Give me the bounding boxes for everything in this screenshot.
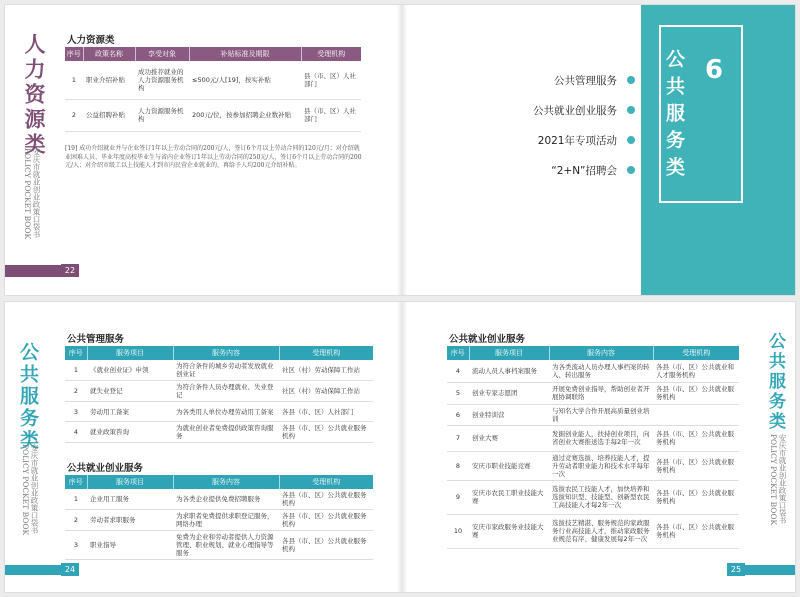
cell-org: 各县（市、区）公共就业和人才服务机构 (653, 360, 739, 382)
table-row (65, 531, 373, 560)
page22-bottom-bar (5, 265, 65, 277)
header-no: 序号 (65, 346, 87, 360)
cell-name: 职业介绍补贴 (83, 61, 135, 99)
cell-item: 安庆市农民工职业技能大赛 (469, 480, 549, 514)
cell-no: 4 (65, 422, 87, 443)
cell-item: 安庆市家政服务业技能大赛 (469, 514, 549, 548)
cell-item: 创业专家志愿团 (469, 382, 549, 404)
menu-item[interactable] (475, 125, 635, 155)
page25-number: 25 (727, 563, 745, 576)
cell-no: 7 (447, 425, 469, 451)
page22-number: 22 (61, 264, 79, 277)
cell-item: 《就业创业证》申领 (87, 360, 173, 381)
cell-no: 10 (447, 514, 469, 548)
cell-item: 企业用工服务 (87, 489, 173, 510)
cell-content: 通过竞赛选拔、培养技能人才，提升劳动者职业能力和技术水平每年一次 (549, 451, 653, 480)
table-row (65, 61, 361, 99)
page22-vertical-subtitle: 安庆市就业创业政策口袋书 POLICY POCKET BOOK (23, 148, 41, 240)
table-row (447, 425, 739, 451)
page25-vertical-subtitle: 安庆市就业创业政策口袋书 POLICY POCKET BOOK (769, 434, 787, 526)
page24-number: 24 (61, 563, 79, 576)
cell-org: 社区（村）劳动保障工作站 (279, 381, 373, 402)
cell-content: 为符合条件人员办理就业、失业登记 (173, 381, 279, 402)
table-row (447, 480, 739, 514)
cell-item: 劳动者求职服务 (87, 510, 173, 531)
cell-org: 各县（市、区）公共就业服务机构 (653, 382, 739, 404)
table-row (65, 402, 373, 422)
header-item: 服务项目 (469, 346, 549, 360)
header-no: 序号 (65, 475, 87, 489)
cell-org: 各县（市、区）公共就业服务机构 (279, 489, 373, 510)
cell-item: 就业政策咨询 (87, 422, 173, 443)
cell-content: 为各类用人单位办理劳动用工备案 (173, 402, 279, 422)
cell-content: 为就业创业者免费提供政策咨询服务 (173, 422, 279, 443)
public-employment-table (65, 475, 373, 560)
cell-no: 3 (65, 531, 87, 560)
header-no: 序号 (447, 346, 469, 360)
menu-label: 公共管理服务 (554, 74, 617, 87)
table-row (65, 489, 373, 510)
table-row (447, 451, 739, 480)
page24-vertical-title: 公共服务类 (17, 342, 39, 452)
cell-item: 流动人员人事档案服务 (469, 360, 549, 382)
cell-org: 各县（市、区）公共就业服务机构 (653, 451, 739, 480)
cell-item: 创业大赛 (469, 425, 549, 451)
cell-item: 劳动用工备案 (87, 402, 173, 422)
table-row (65, 360, 373, 381)
cell-org: 各县（市、区）人社部门 (279, 402, 373, 422)
cell-org: 各县（市、区）公共就业服务机构 (279, 510, 373, 531)
table-row (447, 404, 739, 425)
cell-target: 成功推荐就业的人力资源服务机构 (135, 61, 189, 99)
menu-label: “2+N”招聘会 (551, 164, 617, 177)
cell-item: 就失业登记 (87, 381, 173, 402)
cell-org: 社区（村）劳动保障工作站 (279, 360, 373, 381)
page22-vertical-title: 人力资源类 (22, 33, 47, 158)
menu-label: 2021年专项活动 (537, 134, 617, 147)
cell-no: 5 (447, 382, 469, 404)
page25-bottom-bar (741, 565, 796, 575)
table-row (447, 360, 739, 382)
spine-shadow (397, 302, 407, 593)
category-title: 公共服务类 (663, 49, 685, 184)
cell-content: 为各类企业提供免费招聘服务 (173, 489, 279, 510)
cell-no: 1 (65, 360, 87, 381)
cell-content: 为各类流动人员办理人事档案的转入、转出服务 (549, 360, 653, 382)
cell-org (653, 404, 739, 425)
cell-name: 公益招聘补贴 (83, 99, 135, 131)
menu-item[interactable] (475, 95, 635, 125)
cell-item: 创业特训营 (469, 404, 549, 425)
header-org: 受理机构 (682, 349, 711, 357)
table-row (65, 99, 361, 131)
category-number: 6 (705, 55, 724, 85)
header-content: 服务内容 (549, 346, 653, 360)
table-row (65, 510, 373, 531)
bullet-dot-icon (627, 106, 635, 114)
page24-vertical-subtitle: 安庆市就业创业政策口袋书 POLICY POCKET BOOK (21, 444, 39, 536)
cell-target: 人力资源服务机构 (135, 99, 189, 131)
cell-org: 县（市、区）人社部门 (301, 61, 361, 99)
header-item: 服务项目 (87, 475, 173, 489)
cell-org: 各县（市、区）公共就业服务机构 (279, 422, 373, 443)
public-management-table (65, 346, 373, 443)
cell-no: 4 (447, 360, 469, 382)
page22-table (65, 47, 361, 132)
table-row (65, 422, 373, 443)
cell-content: 发掘创业能人，扶持创业项目，向省创业大赛推送选手每2年一次 (549, 425, 653, 451)
header-target: 享受对象 (135, 47, 189, 61)
bullet-dot-icon (627, 76, 635, 84)
cell-content: 选拔农民工技能人才，加快培养和选拔知识型、技能型、创新型农民工高技能人才每2年一次 (549, 480, 653, 514)
table-row (447, 514, 739, 548)
page25-section-title: 公共就业创业服务 (449, 334, 526, 345)
menu-label: 公共就业创业服务 (533, 104, 617, 117)
header-standard: 补贴标准及期限 (189, 47, 301, 61)
header-item: 服务项目 (87, 346, 173, 360)
cell-standard: ≤500元/人[19]，按实补贴 (189, 61, 301, 99)
cell-content: 为求职者免费提供求职登记服务，网络办理 (173, 510, 279, 531)
cell-content: 与知名大学合作开展高质量创业培训 (549, 404, 653, 425)
cell-item: 职业指导 (87, 531, 173, 560)
header-content: 服务内容 (173, 475, 279, 489)
cell-no: 8 (447, 451, 469, 480)
cell-no: 1 (65, 61, 83, 99)
header-org: 受理机构 (312, 349, 341, 357)
cell-standard: 200元/位，按参加招聘企业数补贴 (189, 99, 301, 131)
cell-content: 选拔技艺精湛、服务规范的家政服务行业高技能人才，推动家政服务业规范有序、健康发展每2年一次 (549, 514, 653, 548)
cell-item: 安庆市职业技能竞赛 (469, 451, 549, 480)
page22-section-title: 人力资源类 (67, 35, 115, 46)
bullet-dot-icon (627, 166, 635, 174)
menu-item[interactable] (475, 155, 635, 185)
cell-org: 各县（市、区）公共就业服务机构 (653, 480, 739, 514)
cell-no: 6 (447, 404, 469, 425)
header-no: 序号 (65, 47, 83, 61)
top-spread (4, 4, 796, 296)
cell-no: 2 (65, 510, 87, 531)
cell-no: 1 (65, 489, 87, 510)
table-row (65, 381, 373, 402)
cell-no: 3 (65, 402, 87, 422)
header-name: 政策名称 (83, 47, 135, 61)
public-employment-table-continued (447, 346, 739, 549)
page24-bottom-bar (5, 565, 65, 575)
spine-shadow (397, 5, 407, 296)
page24-section1-title: 公共管理服务 (67, 334, 125, 345)
cell-content: 开展免费创业指导，帮助创业者开展协调联络 (549, 382, 653, 404)
page22-footnote: [19] 成功介绍就业并与企业签订1年以上劳动合同的200元/人，签订6个月以上劳动合同的120元/月；对介绍就业困难人员、毕业年度高校毕业生与省内企业签订1年以上劳动合同的250元/人，签订6个月以上劳动合同的200元/人；对介绍市级工以上技能人才到市内民营企业就业的，再给予人均200元介绍补贴。 (65, 145, 362, 169)
cell-org: 各县（市、区）公共就业服务机构 (653, 425, 739, 451)
cell-org: 各县（市、区）公共就业服务机构 (279, 531, 373, 560)
category-panel (641, 5, 796, 296)
header-org: 受理机构 (317, 50, 346, 58)
cell-no: 2 (65, 381, 87, 402)
table-row (447, 382, 739, 404)
page24-section2-title: 公共就业创业服务 (67, 463, 144, 474)
header-content: 服务内容 (173, 346, 279, 360)
cell-org: 各县（市、区）公共就业服务机构 (653, 514, 739, 548)
bullet-dot-icon (627, 136, 635, 144)
cell-no: 2 (65, 99, 83, 131)
bottom-spread (4, 301, 796, 593)
page25-vertical-title: 公共服务类 (765, 332, 785, 432)
menu-list (475, 65, 635, 185)
menu-item[interactable] (475, 65, 635, 95)
header-org: 受理机构 (312, 478, 341, 486)
cell-content: 免费为企业和劳动者提供人力资源管理、职业规划、就业心理指导等服务 (173, 531, 279, 560)
cell-no: 9 (447, 480, 469, 514)
cell-content: 为符合条件的城乡劳动者发放就业创业证 (173, 360, 279, 381)
cell-org: 县（市、区）人社部门 (301, 99, 361, 131)
